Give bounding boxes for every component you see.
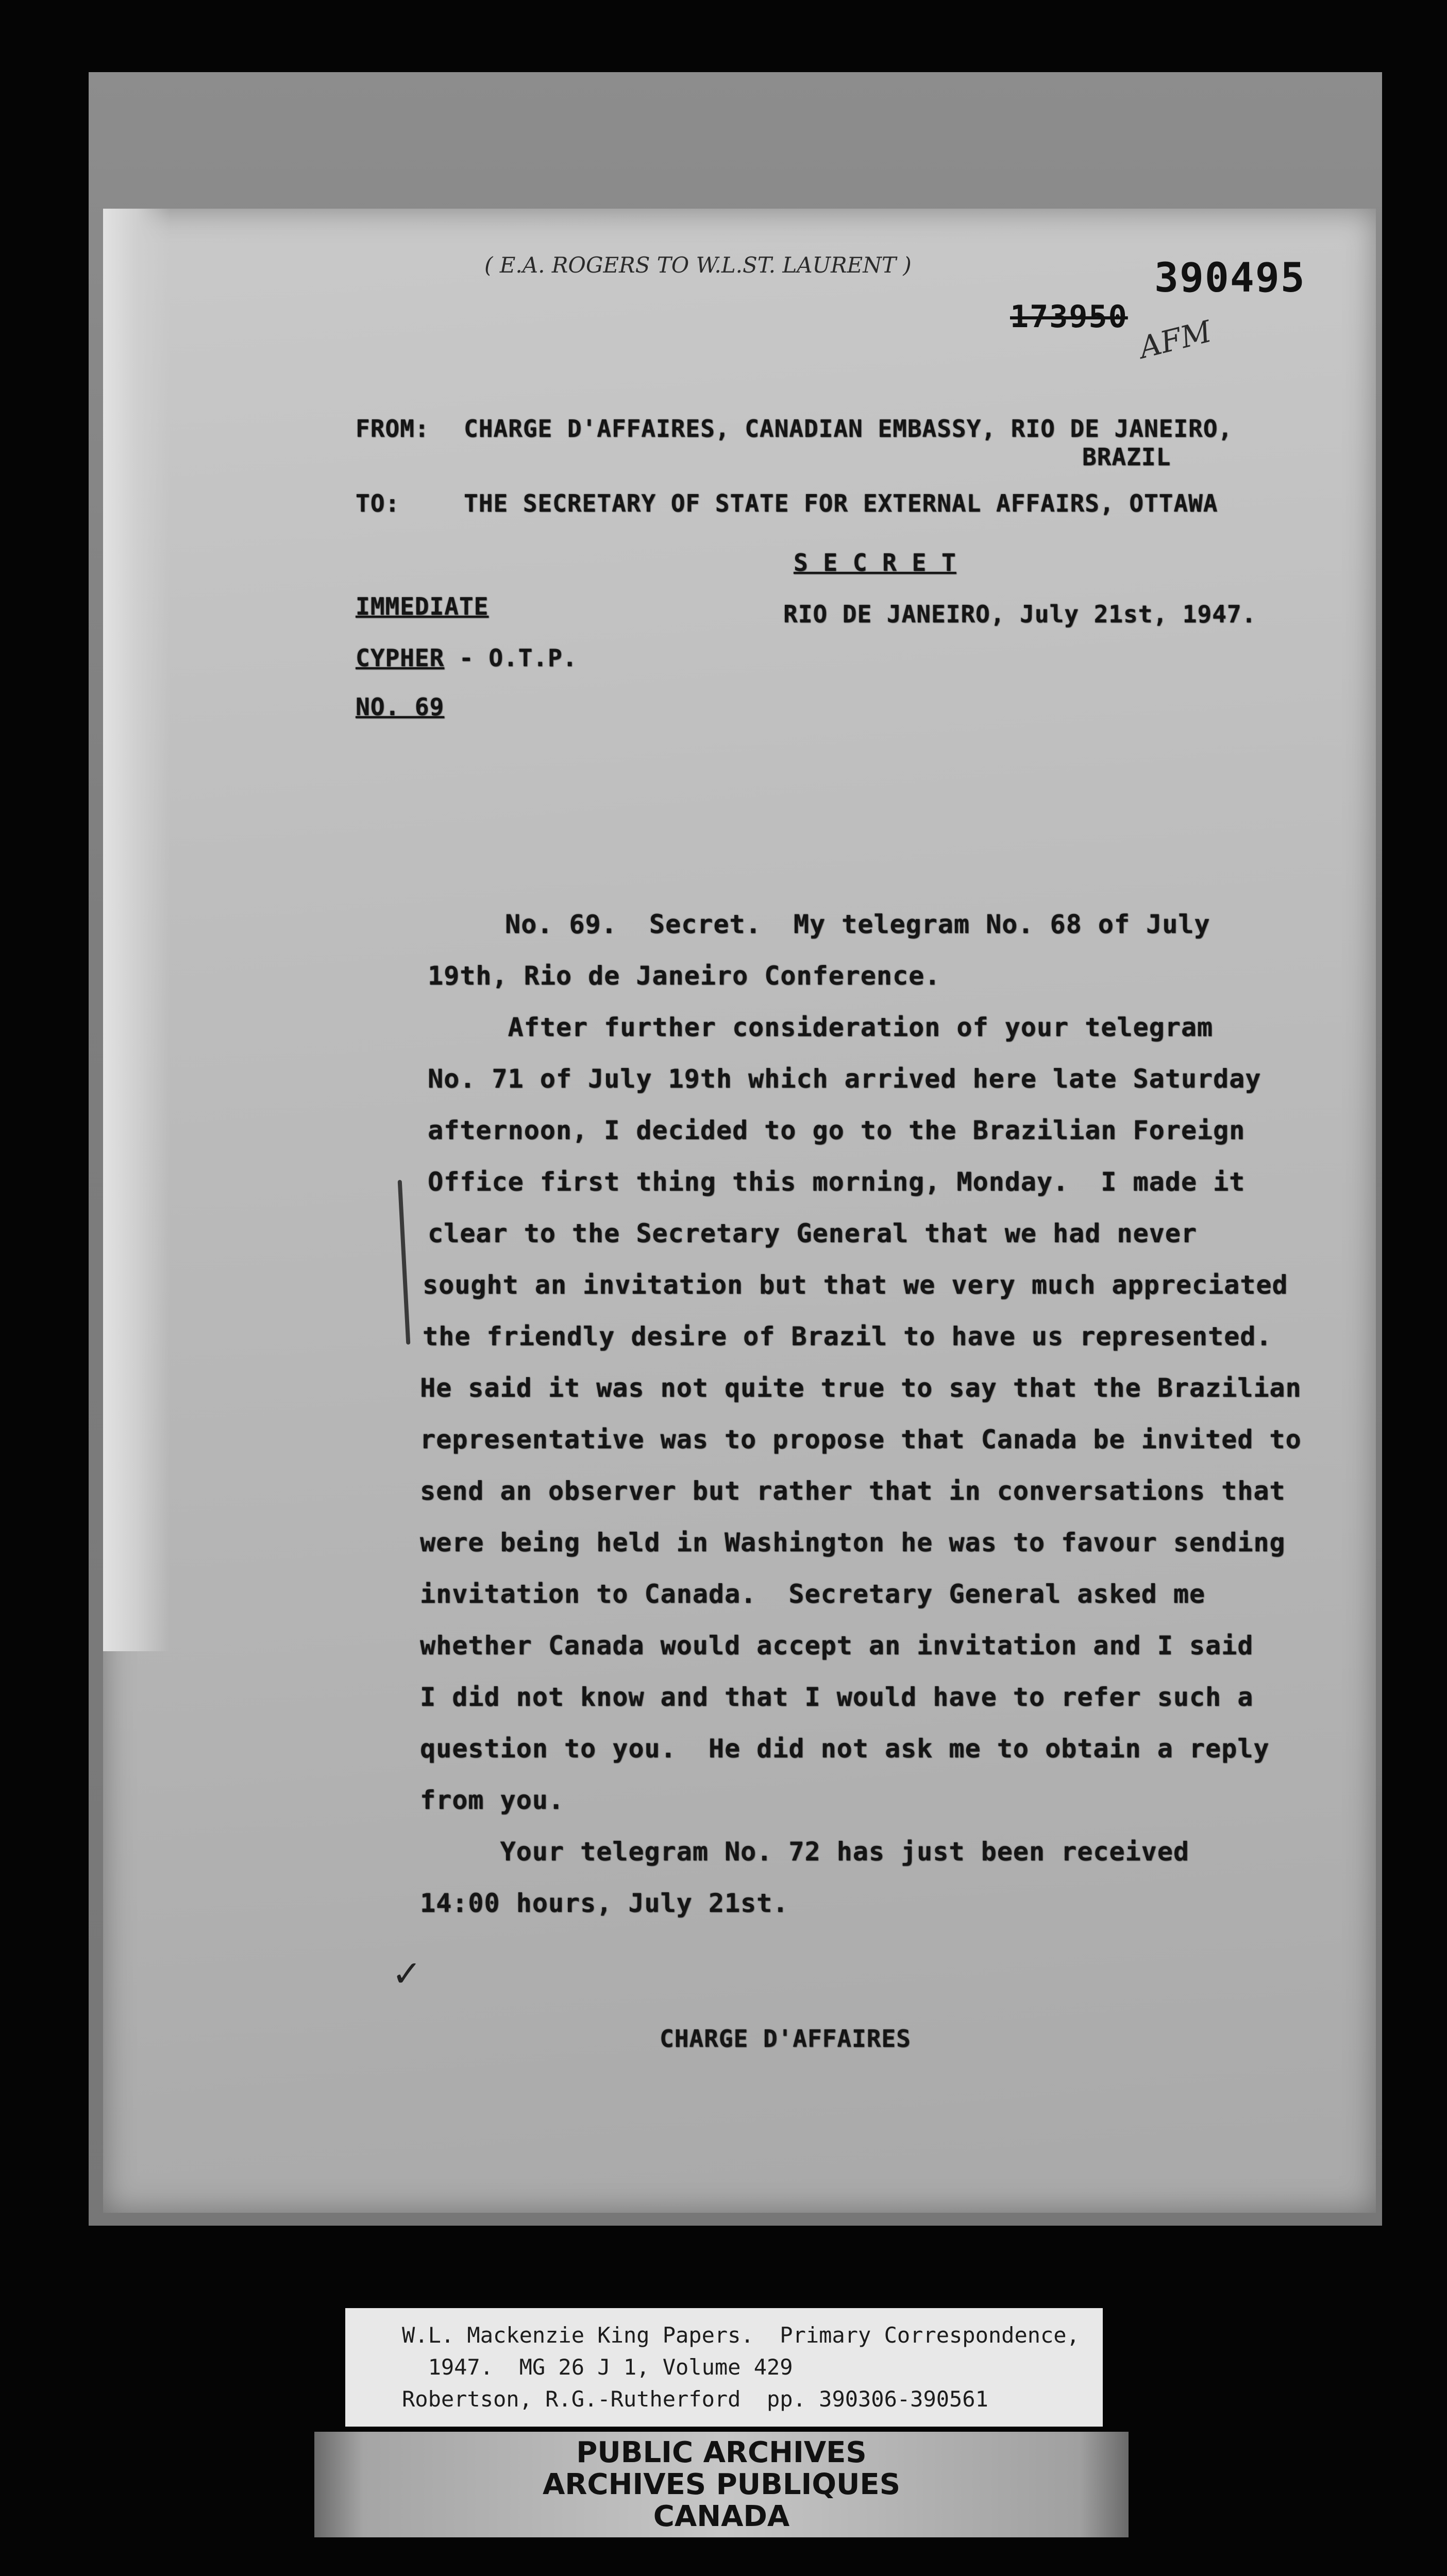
handwritten-initials: AFM <box>1135 313 1215 366</box>
crossed-out-number: 173950 <box>1010 299 1128 335</box>
message-number: NO. 69 <box>356 693 445 721</box>
archive-label-line-1: W.L. Mackenzie King Papers. Primary Correspondence, <box>402 2323 1080 2348</box>
body-line: the friendly desire of Brazil to have us represented. <box>423 1321 1272 1351</box>
body-line: 14:00 hours, July 21st. <box>420 1888 789 1918</box>
body-line: 19th, Rio de Janeiro Conference. <box>428 961 941 991</box>
to-line: THE SECRETARY OF STATE FOR EXTERNAL AFFAIRS, OTTAWA <box>464 489 1218 517</box>
body-line: representative was to propose that Canada be invited to <box>420 1425 1302 1454</box>
handwritten-annotation: ( E.A. ROGERS TO W.L.ST. LAURENT ) <box>484 252 912 278</box>
body-line: were being held in Washington he was to favour sending <box>420 1528 1286 1557</box>
from-label: FROM: <box>356 415 430 443</box>
document-number: 390495 <box>1154 255 1306 301</box>
body-line: invitation to Canada. Secretary General asked me <box>420 1579 1206 1609</box>
archive-reference-label <box>345 2308 1103 2427</box>
body-line: question to you. He did not ask me to obtain a reply <box>420 1734 1270 1764</box>
body-line: clear to the Secretary General that we had never <box>428 1218 1197 1248</box>
archive-label-line-2: 1947. MG 26 J 1, Volume 429 <box>402 2354 793 2380</box>
body-line: Office first thing this morning, Monday. I made it <box>428 1167 1246 1197</box>
body-line: Your telegram No. 72 has just been received <box>420 1837 1189 1867</box>
body-line: afternoon, I decided to go to the Brazilian Foreign <box>428 1115 1246 1145</box>
body-line: sought an invitation but that we very much appreciated <box>423 1270 1288 1300</box>
classification-secret: S E C R E T <box>794 549 956 577</box>
archive-label-line-3: Robertson, R.G.-Rutherford pp. 390306-390561 <box>402 2386 988 2412</box>
check-mark-icon: ✓ <box>392 1953 422 1995</box>
to-label: TO: <box>356 489 400 517</box>
place-date: RIO DE JANEIRO, July 21st, 1947. <box>783 600 1257 628</box>
body-line: send an observer but rather that in conversations that <box>420 1476 1286 1506</box>
signature: CHARGE D'AFFAIRES <box>660 2025 911 2053</box>
from-line-2: BRAZIL <box>1082 443 1171 471</box>
sheet-fold-edge <box>103 209 170 1651</box>
body-line: No. 71 of July 19th which arrived here late Saturday <box>428 1064 1261 1094</box>
body-line: After further consideration of your telegram <box>428 1012 1214 1042</box>
from-line-1: CHARGE D'AFFAIRES, CANADIAN EMBASSY, RIO DE JANEIRO, <box>464 415 1233 443</box>
public-archives-stamp <box>314 2432 1129 2537</box>
body-line: I did not know and that I would have to refer such a <box>420 1682 1254 1712</box>
cypher-line <box>356 644 577 672</box>
body-line: No. 69. Secret. My telegram No. 68 of July <box>505 909 1210 939</box>
stamp-line-2: ARCHIVES PUBLIQUES <box>542 2468 901 2501</box>
body-line: from you. <box>420 1785 564 1815</box>
cypher-label: CYPHER <box>356 644 445 672</box>
stamp-line-3: CANADA <box>653 2500 790 2533</box>
body-line: He said it was not quite true to say that the Brazilian <box>420 1373 1302 1403</box>
stamp-line-1: PUBLIC ARCHIVES <box>576 2436 867 2469</box>
cypher-suffix: - O.T.P. <box>444 644 578 672</box>
priority-label: IMMEDIATE <box>356 592 489 620</box>
body-line: whether Canada would accept an invitation and I said <box>420 1631 1254 1660</box>
